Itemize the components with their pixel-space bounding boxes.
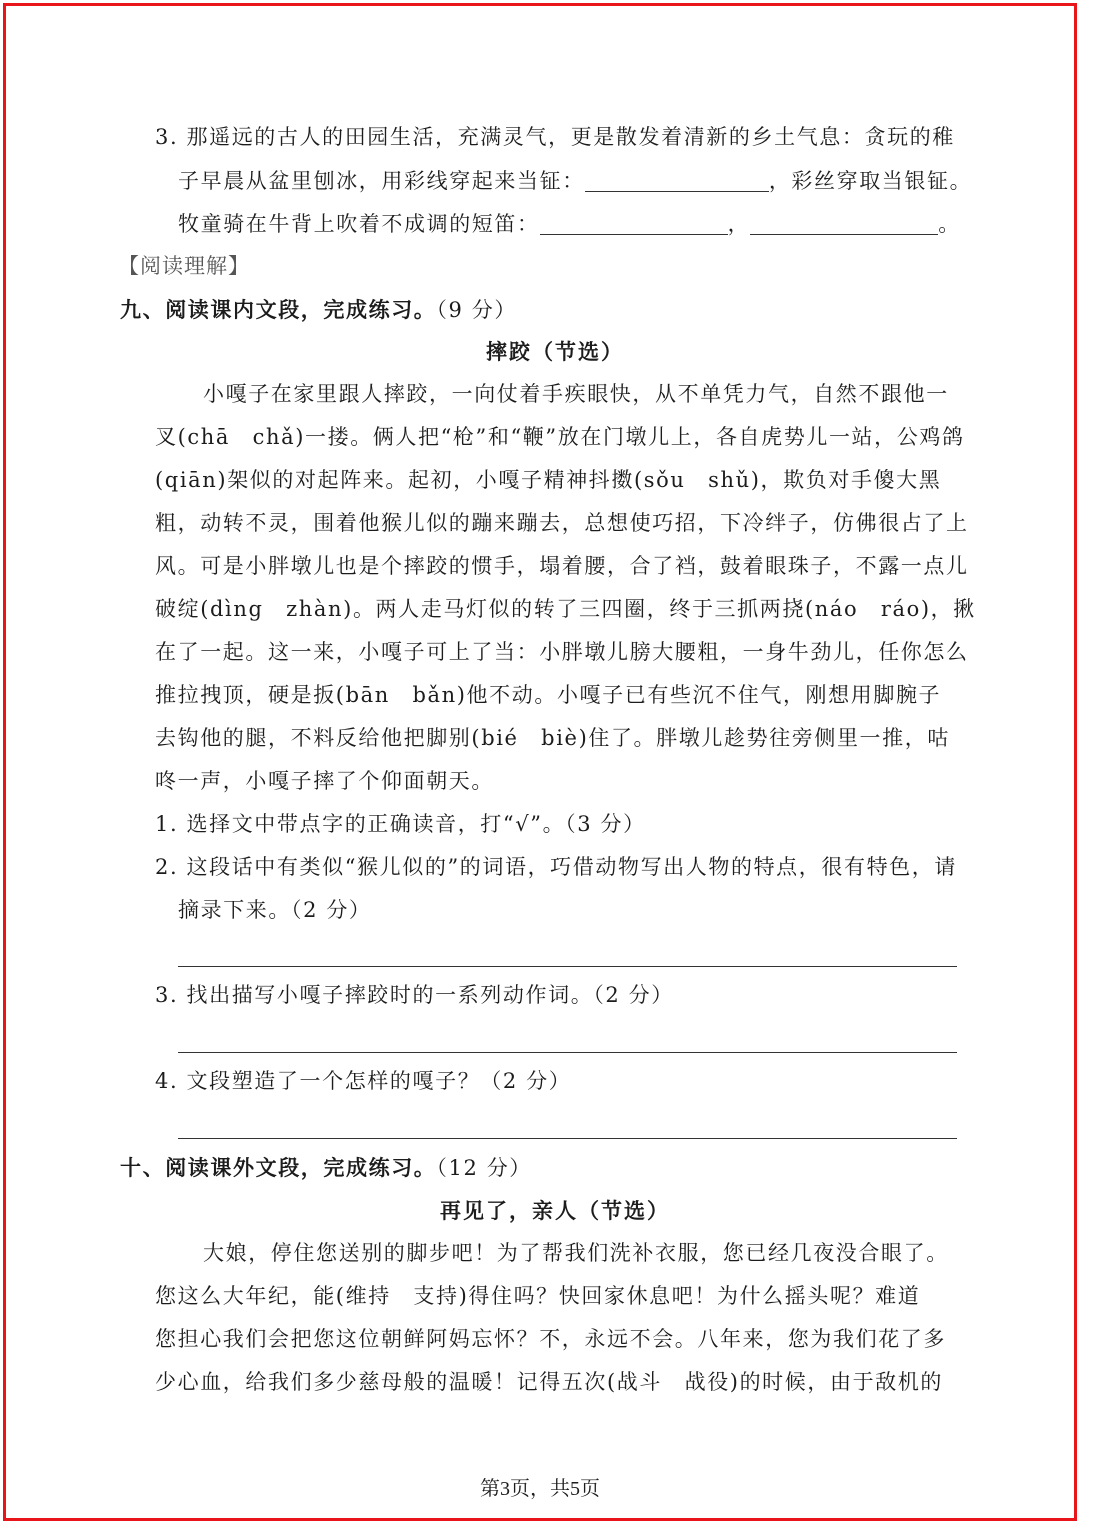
passage-1-line5: 风。可是小胖墩儿也是个摔跤的惯手，塌着腰，合了裆，鼓着眼珠子，不露一点儿 (155, 554, 969, 578)
passage-1-line7: 在了一起。这一来，小嘎子可上了当：小胖墩儿膀大腰粗，一身牛劲儿，任你怎么 (155, 640, 969, 664)
passage-1-line9: 去钩他的腿，不料反给他把脚别(bié biè)住了。胖墩儿趁势往旁侧里一推，咕 (155, 726, 950, 750)
question-9-3: 3. 找出描写小嘎子摔跤时的一系列动作词。（2 分） (155, 983, 674, 1007)
passage-1-line6: 破绽(dìng zhàn)。两人走马灯似的转了三四圈，终于三抓两挠(náo ráo)，揪 (155, 597, 976, 621)
question-9-2-cont: 摘录下来。（2 分） (178, 898, 372, 922)
page-footer: 第3页，共5页 (480, 1478, 600, 1500)
answer-blank-3[interactable] (750, 208, 938, 235)
passage-2-line3: 您担心我们会把您这位朝鲜阿妈忘怀？不，永远不会。八年来，您为我们花了多 (155, 1327, 946, 1351)
section-tag-reading: 【阅读理解】 (118, 254, 250, 278)
passage-1-line8: 推拉拽顶，硬是扳(bān bǎn)他不动。小嘎子已有些沉不住气，刚想用脚腕子 (155, 683, 942, 707)
q8-3-line3: 牧童骑在牛背上吹着不成调的短笛： ， 。 (178, 203, 958, 246)
passage-title-1: 摔跤（节选） (486, 339, 624, 364)
passage-1-line4: 粗，动转不灵，围着他猴儿似的蹦来蹦去，总想使巧招，下冷绊子，仿佛很占了上 (155, 511, 969, 535)
answer-blank-2[interactable] (540, 208, 728, 235)
passage-2-line2: 您这么大年纪，能(维持 支持)得住吗？快回家休息吧！为什么摇头呢？难道 (155, 1284, 921, 1308)
answer-blank-1[interactable] (585, 165, 769, 192)
answer-line-9-2[interactable] (178, 966, 957, 967)
question-9-2: 2. 这段话中有类似“猴儿似的”的词语，巧借动物写出人物的特点，很有特色，请 (155, 855, 957, 879)
passage-1-line10: 咚一声，小嘎子摔了个仰面朝天。 (155, 769, 494, 793)
q8-3-line1: 3. 那遥远的古人的田园生活，充满灵气，更是散发着清新的乡土气息：贪玩的稚 (155, 125, 955, 149)
passage-2-line4: 少心血，给我们多少慈母般的温暖！记得五次(战斗 战役)的时候，由于敌机的 (155, 1370, 943, 1394)
section-9-title: 九、阅读课内文段，完成练习。（9 分） (120, 297, 517, 322)
passage-title-2: 再见了，亲人（节选） (440, 1198, 670, 1223)
passage-1-line1: 小嘎子在家里跟人摔跤，一向仗着手疾眼快，从不单凭力气，自然不跟他一 (203, 382, 949, 406)
answer-line-9-3[interactable] (178, 1052, 957, 1053)
q8-3-line2: 子早晨从盆里刨冰，用彩线穿起来当钲： ，彩丝穿取当银钲。 (178, 160, 958, 203)
question-9-1: 1. 选择文中带点字的正确读音，打“√”。（3 分） (155, 812, 646, 836)
passage-1-line2: 叉(chā chǎ)一搂。俩人把“枪”和“鞭”放在门墩儿上，各自虎势儿一站，公鸡鸽 (155, 425, 965, 449)
passage-2-line1: 大娘，停住您送别的脚步吧！为了帮我们洗补衣服，您已经几夜没合眼了。 (203, 1241, 949, 1265)
question-9-4: 4. 文段塑造了一个怎样的嘎子？（2 分） (155, 1069, 572, 1093)
answer-line-9-4[interactable] (178, 1138, 957, 1139)
section-10-title: 十、阅读课外文段，完成练习。（12 分） (120, 1155, 532, 1180)
passage-1-line3: (qiān)架似的对起阵来。起初，小嘎子精神抖擞(sǒu shǔ)，欺负对手傻大黑 (155, 468, 942, 492)
